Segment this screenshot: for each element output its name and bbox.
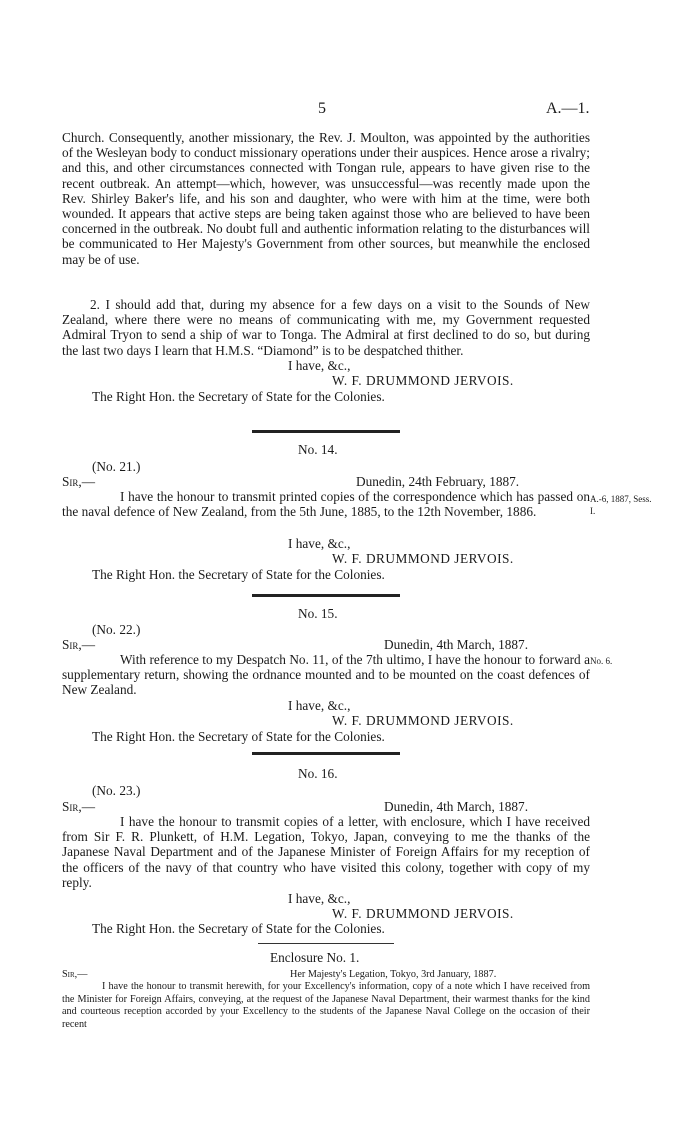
despatch13-signature: W. F. DRUMMOND JERVOIS. xyxy=(332,373,514,388)
despatch15-ref: (No. 22.) xyxy=(92,622,141,637)
enclosure-divider xyxy=(258,943,394,944)
despatch14-body: I have the honour to transmit printed copies of the correspondence which has passed on the naval defence of New Zealand, from the 5th June, 1885, to the 12th November, 1886. xyxy=(62,489,590,520)
despatch16-heading: No. 16. xyxy=(298,766,338,781)
section-divider xyxy=(252,430,400,433)
despatch16-addressee: The Right Hon. the Secretary of State for the Colonies. xyxy=(92,921,385,936)
page-reference: A.—1. xyxy=(546,100,590,117)
despatch15-salutation: Sir,— xyxy=(62,637,96,652)
despatch13-paragraph1: Church. Consequently, another missionary, the Rev. J. Moulton, was appointed by the authorities of the Wesleyan body to conduct missionary operations under their auspices. Hence arose a rivalry; and this, and other circumstances connected with Tongan rule, appears to have given rise to the recent outbreak. An attempt—which, however, was unsuccessful—was recently made upon the Rev. Shirley Baker's life, and his son and daughter, who were with him at the time, were both wounded. It appears that active steps are being taken against those who are believed to have been concerned in the outbreak. No doubt full and authentic information relating to the disturbances will be communicated to Her Majesty's Government from other sources, but meanwhile the enclosed may be of use. xyxy=(62,130,590,267)
despatch14-addressee: The Right Hon. the Secretary of State for the Colonies. xyxy=(92,567,385,582)
despatch14-salutation: Sir,— xyxy=(62,474,96,489)
despatch16-body: I have the honour to transmit copies of a letter, with enclosure, which I have received from Sir F. R. Plunkett, of H.M. Legation, Tokyo, Japan, conveying to me the thanks of the Japanese Naval Department and of the Japanese Minister of Foreign Affairs for my reception of the officers of the navy of that country who have visited this colony, together with copy of my reply. xyxy=(62,814,590,890)
page-number: 5 xyxy=(318,100,326,117)
despatch15-addressee: The Right Hon. the Secretary of State for the Colonies. xyxy=(92,729,385,744)
enclosure-body: I have the honour to transmit herewith, for your Excellency's information, copy of a note which I have received from the Minister for Foreign Affairs, conveying, at the request of the Japanese Naval Department, their warmest thanks for the kind and courteous reception accorded by your Excellency to the students of the Japanese Naval College on the occasion of their recent xyxy=(62,981,590,1030)
despatch14-heading: No. 14. xyxy=(298,442,338,457)
despatch16-salutation: Sir,— xyxy=(62,799,96,814)
section-divider xyxy=(252,752,400,755)
section-divider xyxy=(252,594,400,597)
despatch16-ref: (No. 23.) xyxy=(92,783,141,798)
despatch15-closing: I have, &c., xyxy=(288,698,351,713)
despatch15-body: With reference to my Despatch No. 11, of the 7th ultimo, I have the honour to forward a supplementary return, showing the ordnance mounted and to be mounted on the coast defences of New Zealand. xyxy=(62,652,590,698)
despatch14-signature: W. F. DRUMMOND JERVOIS. xyxy=(332,551,514,566)
despatch14-margin-note-2: I. xyxy=(590,506,596,516)
despatch16-closing: I have, &c., xyxy=(288,891,351,906)
enclosure-place-date: Her Majesty's Legation, Tokyo, 3rd January, 1887. xyxy=(290,969,497,980)
despatch15-margin-note: No. 6. xyxy=(590,656,613,666)
despatch14-closing: I have, &c., xyxy=(288,536,351,551)
despatch13-addressee: The Right Hon. the Secretary of State for the Colonies. xyxy=(92,389,385,404)
despatch13-closing: I have, &c., xyxy=(288,358,351,373)
despatch15-signature: W. F. DRUMMOND JERVOIS. xyxy=(332,713,514,728)
despatch14-margin-note: A.-6, 1887, Sess. xyxy=(590,494,652,504)
despatch14-place-date: Dunedin, 24th February, 1887. xyxy=(356,474,520,489)
despatch16-place-date: Dunedin, 4th March, 1887. xyxy=(384,799,529,814)
enclosure-salutation: Sir,— xyxy=(62,969,88,980)
despatch16-signature: W. F. DRUMMOND JERVOIS. xyxy=(332,906,514,921)
enclosure-heading: Enclosure No. 1. xyxy=(270,950,360,965)
despatch15-heading: No. 15. xyxy=(298,606,338,621)
despatch15-place-date: Dunedin, 4th March, 1887. xyxy=(384,637,529,652)
despatch14-ref: (No. 21.) xyxy=(92,459,141,474)
despatch13-paragraph2: 2. I should add that, during my absence for a few days on a visit to the Sounds of New Zealand, where there were no means of communicating with me, my Government requested Admiral Tryon to send a ship of war to Tonga. The Admiral at first declined to do so, but during the last two days I learn that H.M.S. “Diamond” is to be despatched thither. xyxy=(62,297,590,358)
